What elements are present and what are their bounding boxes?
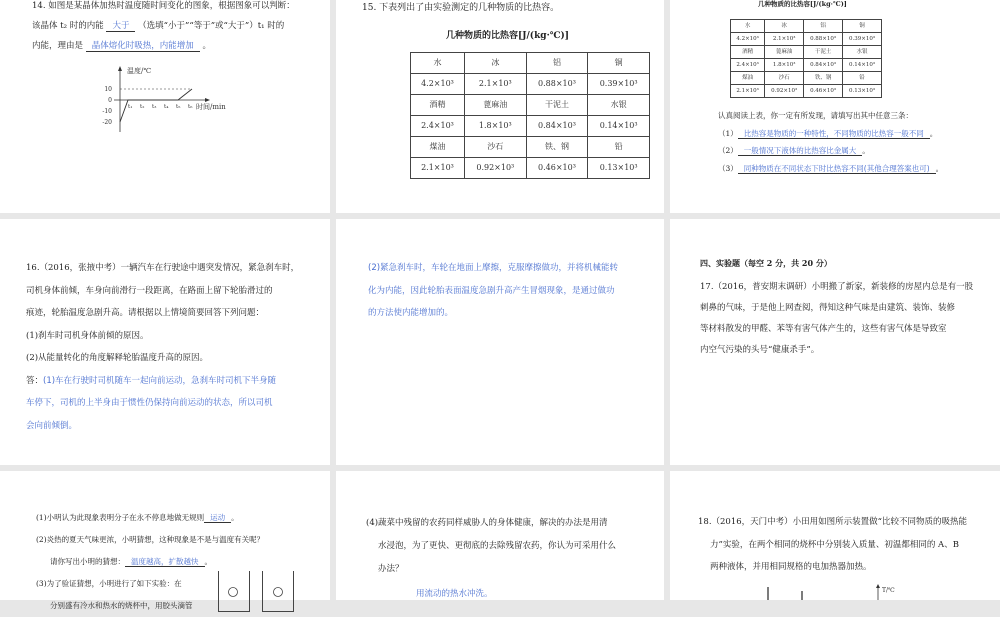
table-cell: 0.39×10³ bbox=[843, 33, 882, 46]
table-cell: 水 bbox=[731, 20, 765, 33]
table-cell: 1.8×10³ bbox=[765, 59, 804, 72]
q17-line: 17.（2016，普安期末调研）小明搬了新家，新装修的房屋内总是有一股 bbox=[700, 282, 974, 292]
q15b-item: （1） 比热容是物质的一种特性，不同物质的比热容一般不同 。 bbox=[718, 128, 938, 138]
q18-line: 力”实验，在两个相同的烧杯中分别装入质量、初温都相同的 A、B bbox=[710, 539, 959, 550]
table-cell: 煤油 bbox=[731, 72, 765, 85]
q15b-table-title: 几种物质的比热容[J/(kg·℃)] bbox=[758, 0, 847, 8]
q18-line: 18.（2016，天门中考）小田用如图所示装置做“比较不同物质的吸热能 bbox=[698, 517, 967, 527]
table-cell: 蓖麻油 bbox=[464, 95, 526, 116]
q17c-line: 水浸泡，为了更快、更彻底的去除残留农药，你认为可采用什么 bbox=[378, 541, 617, 551]
table-cell: 4.2×10³ bbox=[411, 74, 465, 95]
q16-line: (2)从能量转化的角度解释轮胎温度升高的原因。 bbox=[26, 353, 209, 363]
graph-ytick: -20 bbox=[102, 119, 112, 126]
table-cell: 1.8×10³ bbox=[464, 116, 526, 137]
graph-xtick: t₁ bbox=[128, 104, 133, 110]
panel-q14 bbox=[0, 0, 330, 213]
table-cell: 4.2×10³ bbox=[731, 33, 765, 46]
graph-xtick: t₆ bbox=[188, 104, 193, 110]
q16b-answer-line: 化为内能，因此轮胎表面温度急剧升高产生冒烟现象，是通过做功 bbox=[368, 285, 615, 296]
q17b-line: 分别盛有冷水和热水的烧杯中，用胶头滴管 bbox=[50, 601, 193, 610]
q16-line: 痕迹，轮胎温度急剧升高。请根据以上情境简要回答下列问题： bbox=[26, 308, 265, 318]
table-cell: 2.1×10³ bbox=[765, 33, 804, 46]
graph-ylabel: 温度/℃ bbox=[127, 67, 152, 75]
table-cell: 0.39×10³ bbox=[588, 74, 650, 95]
table-cell: 水银 bbox=[588, 95, 650, 116]
q18-line: 两种液体，并用相同规格的电加热器加热。 bbox=[710, 562, 872, 572]
panel-q16-continued bbox=[336, 219, 664, 465]
q17b-line: 请你写出小明的猜想： 温度越高，扩散越快 。 bbox=[50, 557, 212, 566]
table-cell: 0.14×10³ bbox=[588, 116, 650, 137]
table-cell: 铝 bbox=[526, 53, 588, 74]
q15-intro: 15. 下表列出了由实验测定的几种物质的比热容。 bbox=[362, 3, 560, 13]
table-cell: 铜 bbox=[588, 53, 650, 74]
q17c-line: 办法？ bbox=[378, 564, 404, 574]
table-cell: 水银 bbox=[843, 46, 882, 59]
table-cell: 0.88×10³ bbox=[804, 33, 843, 46]
table-cell: 0.13×10³ bbox=[843, 85, 882, 98]
q14-line2: 该晶体 t₂ 时的内能 大于 （选填“小于”“等于”或“大于”）t₁ 时的 bbox=[32, 20, 285, 31]
q17c-answer: 用流动的热水冲洗。 bbox=[416, 589, 493, 599]
q15b-lead: 认真阅读上表，你一定有所发现，请填写出其中任意三条： bbox=[718, 111, 913, 120]
q15b-answer: 比热容是物质的一种特性，不同物质的比热容一般不同 bbox=[738, 129, 930, 139]
table-cell: 2.1×10³ bbox=[731, 85, 765, 98]
table-cell: 2.1×10³ bbox=[411, 158, 465, 179]
graph-xtick: t₄ bbox=[164, 104, 169, 110]
table-cell: 沙石 bbox=[765, 72, 804, 85]
q15b-answer: 一般情况下液体的比热容比金属大 bbox=[738, 146, 863, 156]
table-cell: 铅 bbox=[588, 137, 650, 158]
temperature-time-graph bbox=[100, 64, 250, 134]
q17b-answer: 运动 bbox=[204, 513, 231, 523]
table-cell: 煤油 bbox=[411, 137, 465, 158]
specific-heat-table-small bbox=[730, 19, 882, 98]
q14-line1: 14. 如图是某晶体加热时温度随时间变化的图象，根据图象可以判断： bbox=[32, 1, 295, 11]
table-cell: 酒精 bbox=[411, 95, 465, 116]
table-cell: 沙石 bbox=[464, 137, 526, 158]
panel-q17-parts bbox=[0, 471, 330, 610]
q15b-answer: 同种物质在不同状态下时比热容不同(其他合理答案也可) bbox=[738, 164, 936, 174]
table-cell: 0.13×10³ bbox=[588, 158, 650, 179]
table-cell: 酒精 bbox=[731, 46, 765, 59]
q15b-item: （3） 同种物质在不同状态下时比热容不同(其他合理答案也可) 。 bbox=[718, 163, 944, 173]
q16-line: 16.（2016，张掖中考）一辆汽车在行驶途中遇突发情况，紧急刹车时， bbox=[26, 263, 300, 273]
section-heading: 四、实验题（每空 2 分，共 20 分） bbox=[700, 258, 832, 268]
q16-answer-line: 车停下，司机的上半身由于惯性仍保持向前运动的状态，所以司机 bbox=[26, 398, 273, 408]
panel-q18 bbox=[670, 471, 1000, 600]
graph-xtick: t₅ bbox=[176, 104, 181, 110]
table-cell: 0.46×10³ bbox=[804, 85, 843, 98]
table-cell: 铅 bbox=[843, 72, 882, 85]
table-cell: 铜 bbox=[843, 20, 882, 33]
table-cell: 冰 bbox=[464, 53, 526, 74]
q16-answer-line: 答：(1)车在行驶时司机随车一起向前运动，急刹车时司机下半身随 bbox=[26, 375, 277, 386]
graph-xtick: t₂ bbox=[140, 104, 145, 110]
table-cell: 0.92×10³ bbox=[464, 158, 526, 179]
graph-xlabel: 时间/min bbox=[196, 103, 226, 111]
q16-line: 司机身体前倾，车身向前滑行一段距离，在路面上留下轮胎滑过的 bbox=[26, 285, 273, 296]
q15b-item: （2） 一般情况下液体的比热容比金属大 。 bbox=[718, 146, 870, 155]
q17-line: 等材料散发的甲醛、苯等有害气体产生的，这些有害气体是导致室 bbox=[700, 324, 947, 334]
table-cell: 0.84×10³ bbox=[526, 116, 588, 137]
table-cell: 0.88×10³ bbox=[526, 74, 588, 95]
specific-heat-table bbox=[410, 52, 650, 179]
q16-line: (1)刹车时司机身体前倾的原因。 bbox=[26, 330, 149, 341]
table-cell: 0.84×10³ bbox=[804, 59, 843, 72]
table-cell: 2.4×10³ bbox=[411, 116, 465, 137]
graph-ylabel: T/℃ bbox=[882, 587, 895, 594]
q14-answer-2: 晶体熔化时吸热，内能增加 bbox=[86, 41, 200, 52]
table-cell: 水 bbox=[411, 53, 465, 74]
graph-ytick: 10 bbox=[104, 86, 112, 93]
q17c-line: (4)蔬菜中残留的农药同样威胁人的身体健康，解决的办法是用清 bbox=[366, 518, 608, 528]
table-cell: 0.14×10³ bbox=[843, 59, 882, 72]
table-cell: 0.92×10³ bbox=[765, 85, 804, 98]
heating-setup-figure bbox=[754, 583, 904, 600]
q14-answer-1: 大于 bbox=[106, 21, 135, 32]
table-cell: 铁、钢 bbox=[804, 72, 843, 85]
graph-ytick: 0 bbox=[108, 97, 112, 104]
table-cell: 蓖麻油 bbox=[765, 46, 804, 59]
table-cell: 干泥土 bbox=[526, 95, 588, 116]
graph-ytick: -10 bbox=[102, 108, 112, 115]
table-cell: 铁、钢 bbox=[526, 137, 588, 158]
panel-q15 bbox=[336, 0, 664, 213]
q17b-line: (3)为了验证猜想，小明进行了如下实验：在 bbox=[36, 579, 182, 588]
table-cell: 铝 bbox=[804, 20, 843, 33]
panel-section-4 bbox=[670, 219, 1000, 465]
dropper-icon bbox=[226, 585, 286, 599]
q16-answer-line: 会向前倾倒。 bbox=[26, 420, 78, 431]
table-cell: 2.1×10³ bbox=[464, 74, 526, 95]
panel-q16 bbox=[0, 219, 330, 465]
q17-line: 内空气污染的头号“健康杀手”。 bbox=[700, 345, 820, 355]
graph-xtick: t₃ bbox=[152, 104, 157, 110]
table-cell: 2.4×10³ bbox=[731, 59, 765, 72]
q16b-answer-line: (2)紧急刹车时，车轮在地面上摩擦，克服摩擦做功，并将机械能转 bbox=[368, 263, 619, 273]
table-cell: 0.46×10³ bbox=[526, 158, 588, 179]
q17-line: 刺鼻的气味，于是他上网查阅，得知这种气味是由建筑、装饰、装修 bbox=[700, 303, 956, 313]
panel-q15-answers bbox=[670, 0, 1000, 213]
q17b-line: (2)炎热的夏天气味更浓，小明猜想，这种现象是不是与温度有关呢？ bbox=[36, 535, 265, 544]
q16b-answer-line: 的方法使内能增加的。 bbox=[368, 308, 454, 318]
q15-table-title: 几种物质的比热容[J/(kg·℃)] bbox=[446, 31, 570, 41]
q17b-answer: 温度越高，扩散越快 bbox=[125, 557, 205, 567]
panel-q17-part4 bbox=[336, 471, 664, 600]
table-cell: 干泥土 bbox=[804, 46, 843, 59]
q17b-line: (1)小明认为此现象表明分子在永不停息地做无规则 运动 。 bbox=[36, 513, 239, 522]
table-cell: 冰 bbox=[765, 20, 804, 33]
q14-line3: 内能，理由是 晶体熔化时吸热，内能增加 。 bbox=[32, 40, 211, 51]
